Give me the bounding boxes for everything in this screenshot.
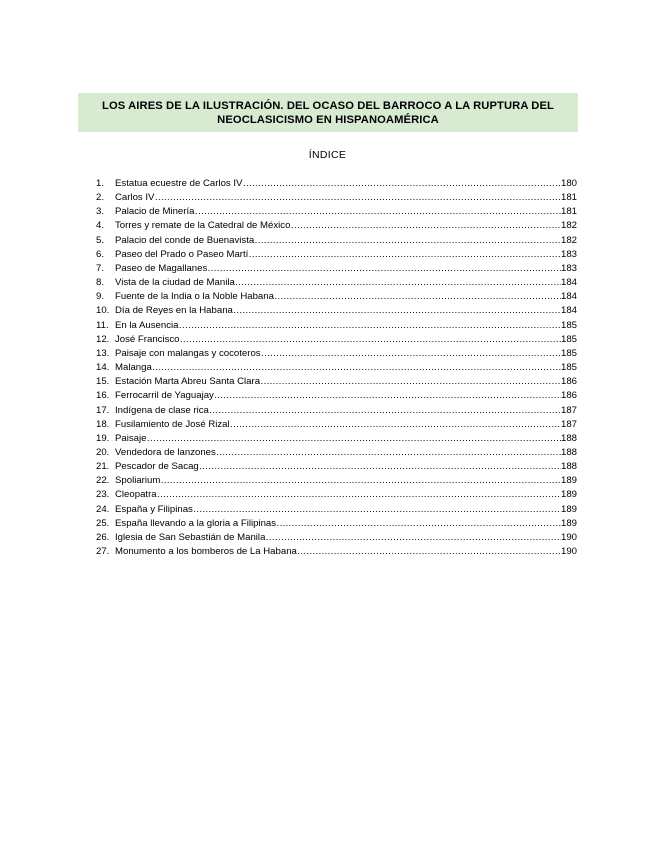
toc-entry <box>96 446 577 460</box>
toc-entry-title: Spoliarium <box>115 475 161 487</box>
toc-dot-leader <box>152 361 561 375</box>
toc-entry-number: 9. <box>96 291 105 303</box>
toc-dot-leader <box>180 333 561 347</box>
toc-entry-title: Vista de la ciudad de Manila <box>115 277 235 289</box>
toc-entry <box>96 333 577 347</box>
toc-entry <box>96 375 577 389</box>
toc-entry-page-number: 187 <box>560 404 577 416</box>
toc-entry-title: Monumento a los bomberos de La Habana <box>115 546 297 558</box>
toc-entry-title: Fuente de la India o la Noble Habana <box>115 291 274 303</box>
toc-entry-number: 4. <box>96 220 105 232</box>
toc-entry-title: Paseo de Magallanes <box>115 262 208 274</box>
toc-entry-title: Paisaje con malangas y cocoteros <box>115 347 261 359</box>
toc-entry-page-number: 185 <box>560 362 577 374</box>
toc-entry-title: Torres y remate de la Catedral de México <box>115 220 291 232</box>
toc-entry-number: 3. <box>96 206 105 218</box>
toc-entry <box>96 248 577 262</box>
toc-entry-number: 14. <box>96 362 110 374</box>
toc-dot-leader <box>214 389 561 403</box>
toc-entry-number: 17. <box>96 404 110 416</box>
toc-dot-leader <box>260 375 561 389</box>
toc-dot-leader <box>207 262 561 276</box>
toc-entry-title: Ferrocarril de Yaguajay <box>115 390 214 402</box>
toc-entry-number: 24. <box>96 503 110 515</box>
toc-entry-page-number: 184 <box>560 277 577 289</box>
toc-entry <box>96 319 577 333</box>
toc-entry-number: 20. <box>96 446 110 458</box>
toc-entry-number: 18. <box>96 418 110 430</box>
toc-entry-page-number: 188 <box>560 432 577 444</box>
toc-entry-page-number: 182 <box>560 220 577 232</box>
toc-entry-title: Malanga <box>115 362 152 374</box>
toc-entry-title: Carlos IV <box>115 192 155 204</box>
toc-entry-number: 5. <box>96 234 105 246</box>
toc-entry-title: Indígena de clase rica <box>115 404 209 416</box>
toc-entry-page-number: 184 <box>560 291 577 303</box>
toc-entry-number: 6. <box>96 248 105 260</box>
toc-entry-number: 27. <box>96 546 110 558</box>
toc-entry-title: Paisaje <box>115 432 147 444</box>
toc-entry-title: Palacio del conde de Buenavista <box>115 234 255 246</box>
toc-entry <box>96 290 577 304</box>
toc-dot-leader <box>193 503 561 517</box>
toc-entry-number: 10. <box>96 305 110 317</box>
toc-entry-title: España llevando a la gloria a Filipinas <box>115 517 277 529</box>
toc-entry-title: Cleopatra <box>115 489 157 501</box>
toc-entry-title: José Francisco <box>115 333 180 345</box>
toc-entry <box>96 361 577 375</box>
toc-entry-number: 11. <box>96 319 109 331</box>
toc-entry-number: 2. <box>96 192 105 204</box>
toc-entry <box>96 347 577 361</box>
toc-entry <box>96 219 577 233</box>
toc-dot-leader <box>254 234 561 248</box>
toc-dot-leader <box>209 404 561 418</box>
toc-dot-leader <box>199 460 561 474</box>
toc-entry <box>96 404 577 418</box>
toc-entry <box>96 177 577 191</box>
toc-entry <box>96 304 577 318</box>
toc-dot-leader <box>154 191 561 205</box>
toc-entry-title: Estatua ecuestre de Carlos IV <box>115 178 243 189</box>
toc-entry-number: 13. <box>96 347 110 359</box>
toc-entry-title: España y Filipinas <box>115 503 193 515</box>
toc-entry-title: En la Ausencia <box>115 319 179 331</box>
toc-dot-leader <box>178 319 561 333</box>
toc-entry-title: Estación Marta Abreu Santa Clara <box>115 376 261 388</box>
toc-entry-page-number: 189 <box>560 489 577 501</box>
document-title-line-2: NEOCLASICISMO EN HISPANOAMÉRICA <box>217 114 439 126</box>
toc-entry-page-number: 190 <box>560 546 577 558</box>
toc-entry <box>96 432 577 446</box>
toc-entry <box>96 418 577 432</box>
toc-entry <box>96 389 577 403</box>
toc-dot-leader <box>146 432 561 446</box>
toc-entry-number: 12. <box>96 333 110 345</box>
toc-entry-number: 1. <box>96 178 105 189</box>
toc-entry-page-number: 190 <box>560 531 577 543</box>
toc-entry-title: Palacio de Minería <box>115 206 195 218</box>
toc-dot-leader <box>265 531 561 545</box>
toc-entry-number: 23. <box>96 489 110 501</box>
toc-entry-page-number: 189 <box>560 517 577 529</box>
toc-entry <box>96 262 577 276</box>
toc-entry-number: 21. <box>96 461 110 473</box>
toc-entry-page-number: 183 <box>560 248 577 260</box>
toc-dot-leader <box>297 545 561 559</box>
toc-entry-page-number: 182 <box>560 234 577 246</box>
toc-entry <box>96 517 577 531</box>
toc-entry-page-number: 188 <box>560 461 577 473</box>
toc-entry-page-number: 186 <box>560 376 577 388</box>
toc-entry-title: Fusilamiento de José Rizal <box>115 418 230 430</box>
toc-entry <box>96 205 577 219</box>
toc-entry-number: 19. <box>96 432 110 444</box>
toc-entry <box>96 276 577 290</box>
toc-entry-number: 7. <box>96 262 105 274</box>
toc-entry-title: Paseo del Prado o Paseo Martí <box>115 248 249 260</box>
toc-entry-number: 15. <box>96 376 110 388</box>
toc-dot-leader <box>160 474 561 488</box>
toc-entry <box>96 488 577 502</box>
toc-entry <box>96 460 577 474</box>
toc-entry-title: Día de Reyes en la Habana <box>115 305 233 317</box>
toc-dot-leader <box>274 290 561 304</box>
document-title-banner <box>78 93 578 132</box>
toc-entry-page-number: 189 <box>560 475 577 487</box>
document-title-line-1: LOS AIRES DE LA ILUSTRACIÓN. DEL OCASO DEL BARROCO A LA RUPTURA DEL <box>102 100 554 112</box>
toc-entry-page-number: 187 <box>560 418 577 430</box>
table-of-contents <box>96 177 577 559</box>
toc-entry-number: 8. <box>96 277 105 289</box>
toc-entry-page-number: 185 <box>560 333 577 345</box>
toc-entry-page-number: 188 <box>560 446 577 458</box>
toc-entry-title: Vendedora de lanzones <box>115 446 216 458</box>
toc-dot-leader <box>157 488 561 502</box>
toc-entry-page-number: 180 <box>560 178 577 189</box>
toc-dot-leader <box>216 446 561 460</box>
toc-entry-page-number: 185 <box>560 347 577 359</box>
toc-dot-leader <box>290 219 561 233</box>
toc-entry-page-number: 184 <box>560 305 577 317</box>
index-heading: ÍNDICE <box>308 149 347 161</box>
toc-entry-page-number: 181 <box>560 206 577 218</box>
toc-entry-number: 26. <box>96 531 110 543</box>
toc-entry-number: 22. <box>96 475 110 487</box>
toc-entry <box>96 474 577 488</box>
toc-entry-number: 25. <box>96 517 110 529</box>
toc-dot-leader <box>235 276 561 290</box>
toc-entry-page-number: 185 <box>560 319 577 331</box>
toc-entry-title: Iglesia de San Sebastián de Manila <box>115 531 266 543</box>
toc-dot-leader <box>233 304 561 318</box>
toc-dot-leader <box>248 248 561 262</box>
toc-entry-page-number: 186 <box>560 390 577 402</box>
toc-entry-page-number: 181 <box>560 192 577 204</box>
toc-entry <box>96 545 577 559</box>
toc-entry <box>96 234 577 248</box>
toc-entry-title: Pescador de Sacag <box>115 461 199 473</box>
toc-dot-leader <box>261 347 561 361</box>
toc-dot-leader <box>230 418 561 432</box>
toc-entry <box>96 503 577 517</box>
toc-entry-page-number: 189 <box>560 503 577 515</box>
toc-entry <box>96 531 577 545</box>
toc-entry-page-number: 183 <box>560 262 577 274</box>
toc-entry-number: 16. <box>96 390 110 402</box>
toc-dot-leader <box>276 517 561 531</box>
toc-dot-leader <box>242 177 561 191</box>
toc-dot-leader <box>194 205 561 219</box>
toc-entry <box>96 191 577 205</box>
